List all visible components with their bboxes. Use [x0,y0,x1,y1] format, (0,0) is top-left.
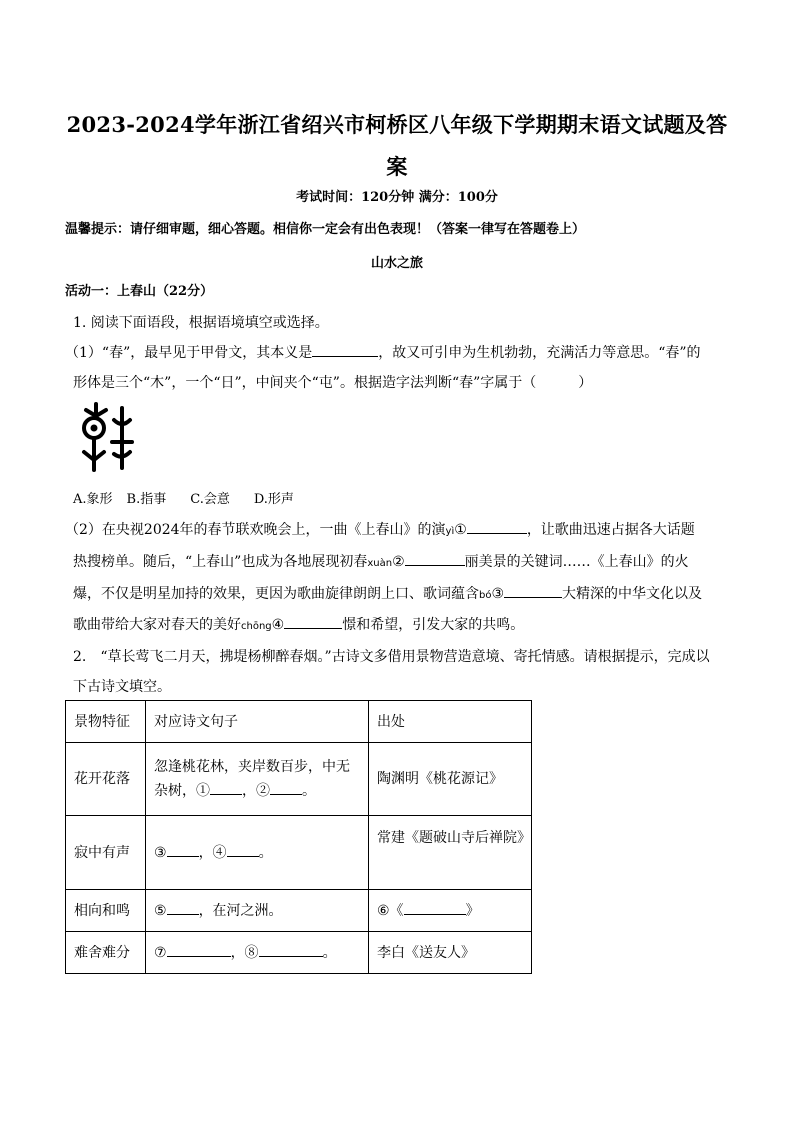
activity-heading: 活动一：上春山（22分） [65,284,214,299]
text-segment: 》 [465,902,480,919]
text-segment: 。 [302,783,316,799]
table-header: 景物特征 [66,701,146,743]
table-header: 出处 [369,701,532,743]
answer-blank[interactable] [312,342,378,357]
question-2-line-1: 2. “草长莺飞二月天，拂堤杨柳醉春烟。”古诗文多借用景物营造意境、寄托情感。请根据提示，完成以 [73,649,710,665]
answer-blank[interactable] [167,842,199,857]
sun-dot [91,425,98,432]
text-segment: ，② [242,783,270,799]
table-cell-source [369,890,532,932]
pinyin: bó [479,590,492,601]
text-segment: 。 [322,944,337,961]
text-segment: ⑥《 [377,902,404,919]
table-cell-source: 陶渊明《桃花源记》 [369,743,532,816]
option-a: A.象形 [73,492,113,507]
text-segment: 爆，不仅是明星加持的效果，更因为歌曲旋律朗朗上口、歌词蕴含 [73,586,479,602]
table-cell-verse [146,816,369,890]
answer-blank[interactable] [467,519,527,534]
question-2-line-2: 下古诗文填空。 [73,679,171,695]
section-title: 山水之旅 [370,256,423,271]
blank-number: ② [392,554,405,570]
option-c: C.会意 [190,492,230,507]
table-cell-verse [146,890,369,932]
table-cell-feature: 难舍难分 [66,932,146,974]
text-segment: 杂树，① [154,783,210,799]
answer-blank[interactable] [504,583,562,598]
answer-blank[interactable] [259,942,323,957]
table-row [66,890,532,932]
oracle-bone-chun-image [78,400,140,472]
text-segment: ，故又可引申为生机勃勃，充满活力等意思。“春”的 [378,345,701,361]
blank-number: ④ [271,617,285,633]
table-header: 对应诗文句子 [146,701,369,743]
answer-blank[interactable] [270,780,302,795]
blank-number: ③ [491,586,505,602]
document-title [60,104,734,188]
text-segment: 丽美景的关键词……《上春山》的火 [464,554,689,570]
answer-blank[interactable] [284,614,342,629]
text-segment: ③ [154,844,167,861]
answer-blank[interactable] [167,942,231,957]
poetry-table [65,700,532,974]
exam-info: 考试时间：120分钟 满分：100分 [296,190,498,205]
text-segment: ⑤ [154,902,167,919]
text-segment: 热搜榜单。随后，“上春山”也成为各地展现初春 [73,554,368,570]
question-1-1-line-2: 形体是三个“木”，一个“日”，中间夹个“屯”。根据造字法判断“春”字属于（ ） [73,375,593,391]
text-segment: ，让歌曲迅速占据各大话题 [526,522,695,538]
text-segment: （1）“春”，最早见于甲骨文，其本义是 [65,345,313,361]
title-line-2: 案 [386,154,408,179]
table-cell-feature: 花开花落 [66,743,146,816]
option-b: B.指事 [126,492,167,507]
question-1-stem: 1. 阅读下面语段，根据语境填空或选择。 [73,315,329,331]
pinyin: chōng [241,621,272,632]
table-cell-source: 常建《题破山寺后禅院》 [369,816,532,890]
question-1-2-line-4 [73,614,524,634]
table-header-row [66,701,532,743]
pinyin: yì [445,526,455,537]
text-segment: ，在河之洲。 [198,902,283,919]
question-1-2-line-3 [73,583,702,603]
text-segment: 歌曲带给大家对春天的美好 [73,617,241,633]
table-row [66,932,532,974]
table-row [66,743,532,816]
pinyin: xuàn [367,558,393,569]
text-segment: （2）在央视2024年的春节联欢晚会上，一曲《上春山》的演 [65,522,446,538]
table-cell-verse [146,743,369,816]
text-segment: ⑦ [154,944,167,961]
answer-blank[interactable] [210,780,242,795]
answer-blank[interactable] [405,551,465,566]
table-cell-source: 李白《送友人》 [369,932,532,974]
table-cell-feature: 相向和鸣 [66,890,146,932]
title-line-1: 2023-2024学年浙江省绍兴市柯桥区八年级下学期期末语文试题及答 [66,112,728,137]
text-segment: ，⑧ [230,944,259,961]
warm-tip: 温馨提示：请仔细审题，细心答题。相信你一定会有出色表现！（答案一律写在答题卷上） [65,222,586,237]
verse-line: 忽逢桃花林，夹岸数百步，中无 [154,759,350,775]
answer-blank[interactable] [167,900,199,915]
answer-blank[interactable] [404,900,466,915]
text-segment: 。 [258,844,273,861]
text-segment: ，④ [198,844,227,861]
table-row [66,816,532,890]
question-1-2-line-1 [65,519,695,539]
question-1-options [73,488,294,507]
text-segment: 憬和希望，引发大家的共鸣。 [342,617,525,633]
question-1-1-line-1 [65,342,701,362]
table-cell-feature: 寂中有声 [66,816,146,890]
answer-blank[interactable] [227,842,259,857]
question-1-2-line-2 [73,551,689,571]
blank-number: ① [454,522,467,538]
option-d: D.形声 [253,492,294,507]
text-segment: 大精深的中华文化以及 [562,586,703,602]
verse-line [154,779,360,803]
table-cell-verse [146,932,369,974]
